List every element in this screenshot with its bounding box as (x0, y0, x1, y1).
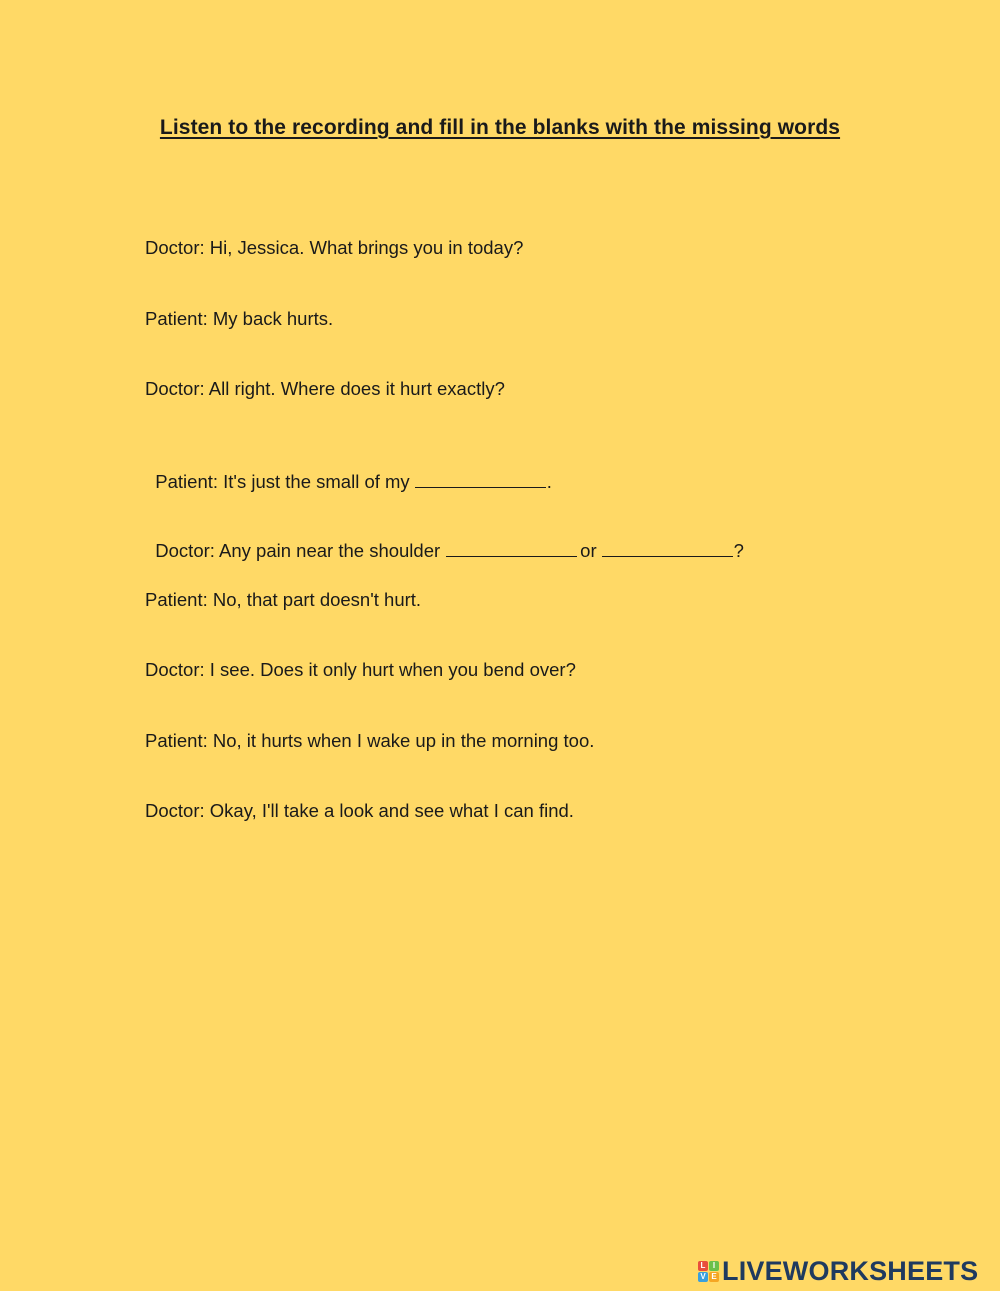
dialogue-line-5-end: ? (733, 540, 744, 561)
dialogue-line-7: Doctor: I see. Does it only hurt when you bend over? (145, 659, 576, 680)
dialogue-line-5-text: Doctor: Any pain near the shoulder (155, 540, 441, 561)
dialogue-line-5-or: or (580, 540, 597, 561)
dialogue-line-9: Doctor: Okay, I'll take a look and see what I can find. (145, 800, 574, 821)
logo-mark-icon (698, 1261, 719, 1282)
logo-mark-l: L (698, 1261, 708, 1271)
dialogue-line-5 (145, 518, 744, 562)
dialogue-line-6: Patient: No, that part doesn't hurt. (145, 589, 422, 610)
blank-answer-1[interactable] (415, 471, 546, 488)
logo-mark-e: E (709, 1272, 719, 1282)
dialogue-line-4 (145, 449, 552, 493)
dialogue-line-8: Patient: No, it hurts when I wake up in the morning too. (145, 730, 595, 751)
liveworksheets-logo (698, 1256, 978, 1287)
dialogue-line-1: Doctor: Hi, Jessica. What brings you in today? (145, 237, 524, 258)
dialogue-line-4-text: Patient: It's just the small of my (155, 471, 410, 492)
logo-mark-i: I (709, 1261, 719, 1271)
dialogue-line-2: Patient: My back hurts. (145, 308, 334, 329)
blank-answer-2[interactable] (446, 540, 577, 557)
logo-mark-v: V (698, 1272, 708, 1282)
blank-answer-3[interactable] (602, 540, 733, 557)
worksheet-title: Listen to the recording and fill in the blanks with the missing words (159, 116, 841, 139)
logo-text: LIVEWORKSHEETS (722, 1256, 979, 1286)
dialogue-line-3: Doctor: All right. Where does it hurt exactly? (145, 378, 505, 399)
dialogue-line-4-end: . (546, 471, 552, 492)
